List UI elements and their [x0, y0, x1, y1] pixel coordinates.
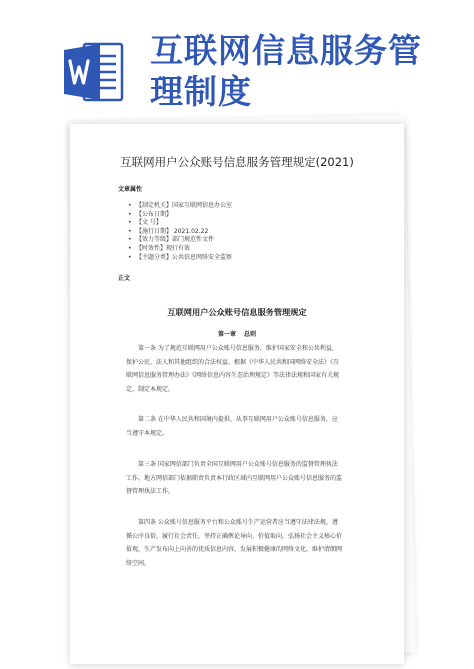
- word-document-icon: [62, 40, 126, 104]
- attribute-item: • 【公布日期】: [128, 210, 173, 218]
- chapter-number: 第一章: [217, 331, 236, 338]
- attributes-heading: 文章属性: [118, 186, 143, 193]
- article-paragraph-1: 第一条 为了规范互联网用户公众账号信息服务，维护国家安全和公共利益， 保护公民、法人和其他组织的合法权益，根据《中华人民共和国网络安全法》《互 联网信息服务管理办法》《网络信息内容生态治理规定》等法律法规和国家有关规 定，制定本规定。: [126, 345, 340, 393]
- attribute-item: • 【主题分类】公共信息网络安全监察: [128, 253, 233, 261]
- attributes-list: [128, 202, 232, 262]
- chapter-name: 总则: [244, 331, 257, 338]
- attribute-item: • 【文 号】: [128, 219, 162, 227]
- attribute-item: • 【效力等级】部门规范性文件: [128, 236, 215, 244]
- attribute-item: • 【制定机关】国家互联网信息办公室: [128, 202, 233, 209]
- chapter-heading: [70, 329, 404, 338]
- banner-title-line-2: 理制度: [150, 72, 252, 111]
- article-paragraph-2: 第二条 在中华人民共和国境内提供、从事互联网用户公众账号信息服务，应 当遵守本规定。: [126, 416, 338, 437]
- banner-title: [150, 30, 450, 112]
- article-paragraph-3: 第三条 国家网信部门负责全国互联网用户公众账号信息服务的监督管理执法 工作。地方网信部门依据职责负责本行政区域内互联网用户公众账号信息服务的监 督管理执法工作。: [126, 461, 343, 495]
- attribute-item: • 【时效性】现行有效: [128, 244, 191, 252]
- document-title: 互联网用户公众账号信息服务管理规定(2021): [120, 155, 354, 169]
- body-heading: 正文: [118, 275, 131, 282]
- body-title: 互联网用户公众账号信息服务管理规定: [167, 307, 307, 317]
- banner-title-line-1: 互联网信息服务管: [150, 31, 422, 70]
- document-page: [70, 124, 404, 664]
- article-paragraph-4: 第四条 公众账号信息服务平台和公众账号生产运营者应当遵守法律法规，遵 循公序良俗，履行社会责任，坚持正确舆论导向、价值取向，弘扬社会主义核心价 值观，生产发布向上向善的优质信息内容，发展积极健康的网络文化，维护清朗网 络空间。: [126, 519, 343, 567]
- attribute-item: • 【施行日期】 2021.02.22: [128, 227, 209, 235]
- banner-header: [0, 0, 474, 130]
